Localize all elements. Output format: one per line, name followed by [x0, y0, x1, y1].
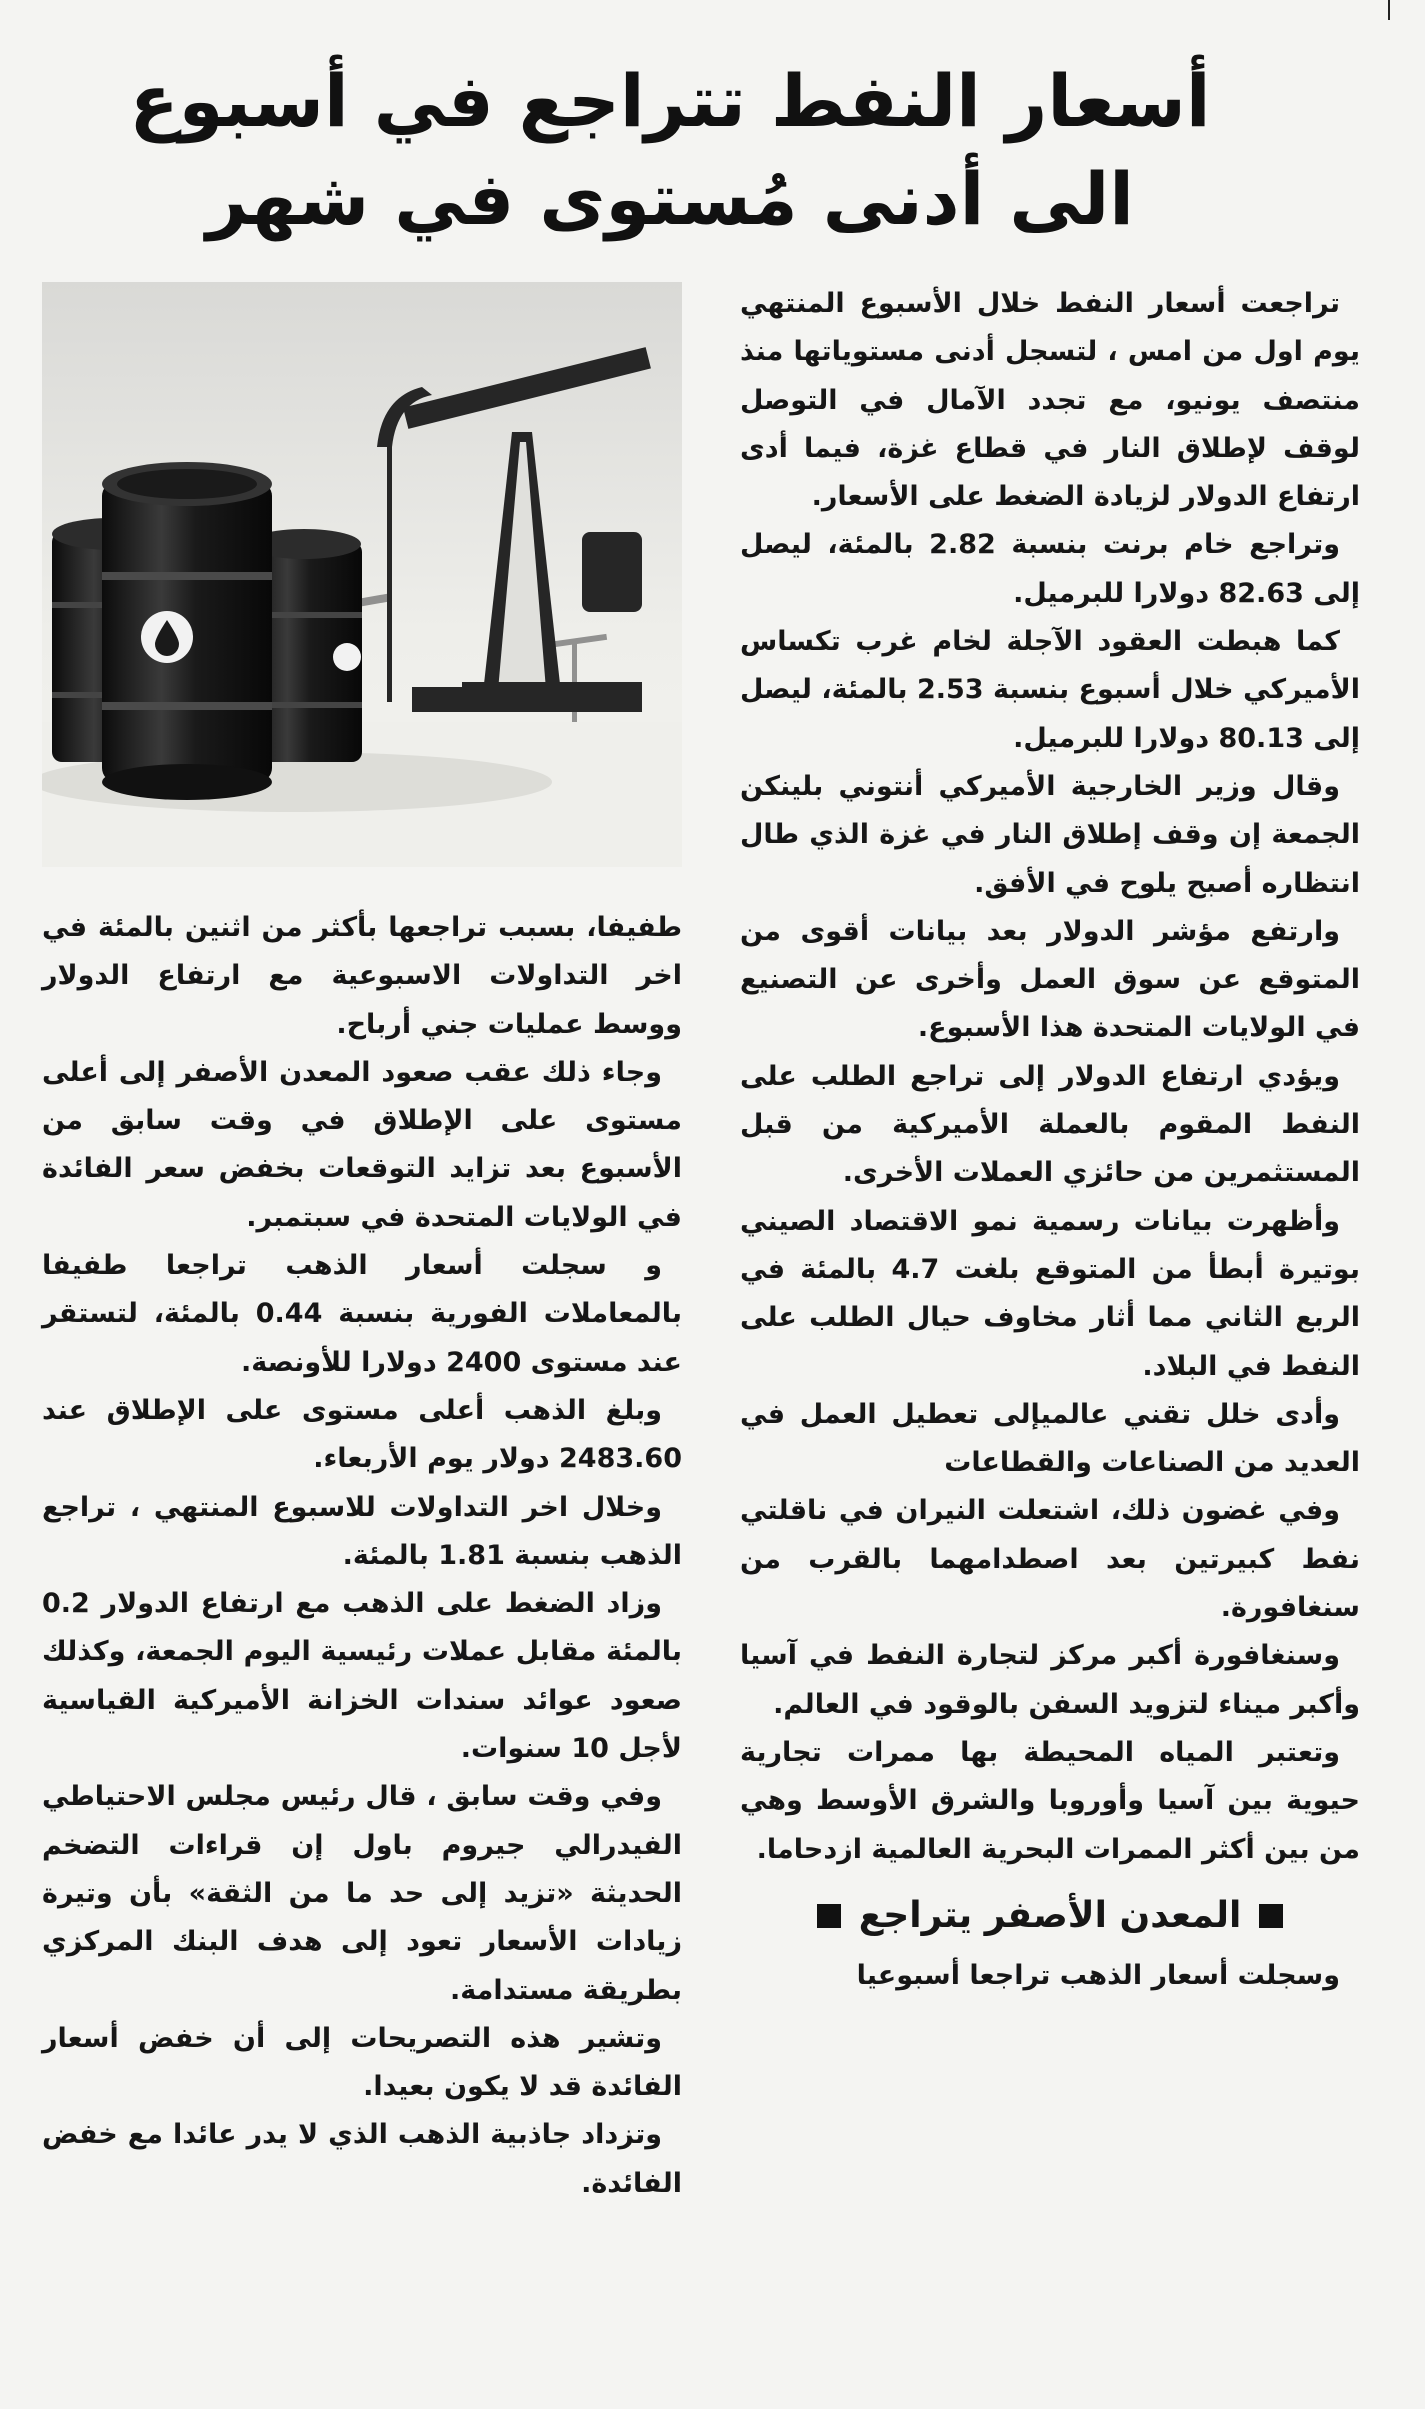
paragraph: وقال وزير الخارجية الأميركي أنتوني بلينكن الجمعة إن وقف إطلاق النار في غزة الذي طال انتظاره أصبح يلوح في الأفق.: [740, 770, 1360, 899]
paragraph: وخلال اخر التداولات للاسبوع المنتهي ، تراجع الذهب بنسبة 1.81 بالمئة.: [42, 1491, 682, 1571]
paragraph: وأدى خلل تقني عالميإلى تعطيل العمل في العديد من الصناعات والقطاعات: [740, 1398, 1360, 1479]
square-bullet-icon: [817, 1904, 841, 1928]
paragraph: و سجلت أسعار الذهب تراجعا طفيفا بالمعاملات الفورية بنسبة 0.44 بالمئة، لتستقر عند مستوى 2400 دولارا للأونصة.: [42, 1250, 682, 1378]
paragraph: وجاء ذلك عقب صعود المعدن الأصفر إلى أعلى مستوى على الإطلاق في وقت سابق من الأسبوع بعد تزايد التوقعات بخفض سعر الفائدة في الولايات المتحدة في سبتمبر.: [42, 1056, 682, 1233]
headline-line-1: أسعار النفط تتراجع في أسبوع: [129, 59, 1211, 143]
paragraph: وزاد الضغط على الذهب مع ارتفاع الدولار 0.2 بالمئة مقابل عملات رئيسية اليوم الجمعة، وكذلك صعود عوائد سندات الخزانة الأميركية القياسية لأجل 10 سنوات.: [42, 1588, 682, 1765]
subhead-text: المعدن الأصفر يتراجع: [858, 1894, 1242, 1936]
paragraph: كما هبطت العقود الآجلة لخام غرب تكساس الأميركي خلال أسبوع بنسبة 2.53 بالمئة، ليصل إلى 80.13 دولارا للبرميل.: [740, 626, 1360, 754]
headline-line-2: الى أدنى مُستوى في شهر: [206, 157, 1134, 241]
left-column: [42, 904, 682, 2208]
paragraph: وأظهرت بيانات رسمية نمو الاقتصاد الصيني بوتيرة أبطأ من المتوقع بلغت 4.7 بالمئة في الربع الثاني مما أثار مخاوف حيال الطلب على النفط في البلاد.: [740, 1205, 1360, 1382]
paragraph: وسجلت أسعار الذهب تراجعا أسبوعيا: [856, 1959, 1340, 1991]
paragraph: وتشير هذه التصريحات إلى أن خفض أسعار الفائدة قد لا يكون بعيدا.: [42, 2022, 682, 2103]
paragraph: وفي وقت سابق ، قال رئيس مجلس الاحتياطي الفيدرالي جيروم باول إن قراءات التضخم الحديثة «تزيد إلى حد ما من الثقة» بأن وتيرة زيادات الأسعار تعود إلى هدف البنك المركزي بطريقة مستدامة.: [42, 1781, 682, 2006]
paragraph: تراجعت أسعار النفط خلال الأسبوع المنتهي يوم اول من امس ، لتسجل أدنى مستوياتها منذ منتصف يونيو، مع تجدد الآمال في التوصل لوقف لإطلاق النار في قطاع غزة، فيما أدى ارتفاع الدولار لزيادة الضغط على الأسعار.: [740, 288, 1360, 513]
paragraph: وبلغ الذهب أعلى مستوى على الإطلاق عند 2483.60 دولار يوم الأربعاء.: [42, 1394, 682, 1475]
paragraph: وتعتبر المياه المحيطة بها ممرات تجارية حيوية بين آسيا وأوروبا والشرق الأوسط وهي من بين أكثر الممرات البحرية العالمية ازدحاما.: [740, 1736, 1360, 1865]
section-subhead: [740, 1890, 1360, 1942]
paragraph: ويؤدي ارتفاع الدولار إلى تراجع الطلب على النفط المقوم بالعملة الأميركية من قبل المستثمرين من حائزي العملات الأخرى.: [740, 1060, 1360, 1189]
oil-scene-illustration: [42, 282, 682, 867]
square-bullet-icon: [1259, 1904, 1283, 1928]
paragraph: وفي غضون ذلك، اشتعلت النيران في ناقلتي نفط كبيرتين بعد اصطدامهما بالقرب من سنغافورة.: [740, 1495, 1360, 1624]
paragraph: وتزداد جاذبية الذهب الذي لا يدر عائدا مع خفض الفائدة.: [42, 2119, 682, 2199]
headline: [60, 52, 1280, 248]
oil-barrel-icon: [102, 462, 272, 800]
article-photo: [42, 282, 682, 867]
paragraph: طفيفا، بسبب تراجعها بأكثر من اثنين بالمئة في اخر التداولات الاسبوعية مع ارتفاع الدولار ووسط عمليات جني أرباح.: [42, 912, 682, 1040]
paragraph: وتراجع خام برنت بنسبة 2.82 بالمئة، ليصل إلى 82.63 دولارا للبرميل.: [740, 529, 1360, 609]
right-column: [740, 280, 1360, 2000]
paragraph: وسنغافورة أكبر مركز لتجارة النفط في آسيا وأكبر ميناء لتزويد السفن بالوقود في العالم.: [740, 1640, 1360, 1720]
top-rule: [1388, 0, 1390, 20]
paragraph: وارتفع مؤشر الدولار بعد بيانات أقوى من المتوقع عن سوق العمل وأخرى عن التصنيع في الولايات المتحدة هذا الأسبوع.: [740, 915, 1360, 1044]
